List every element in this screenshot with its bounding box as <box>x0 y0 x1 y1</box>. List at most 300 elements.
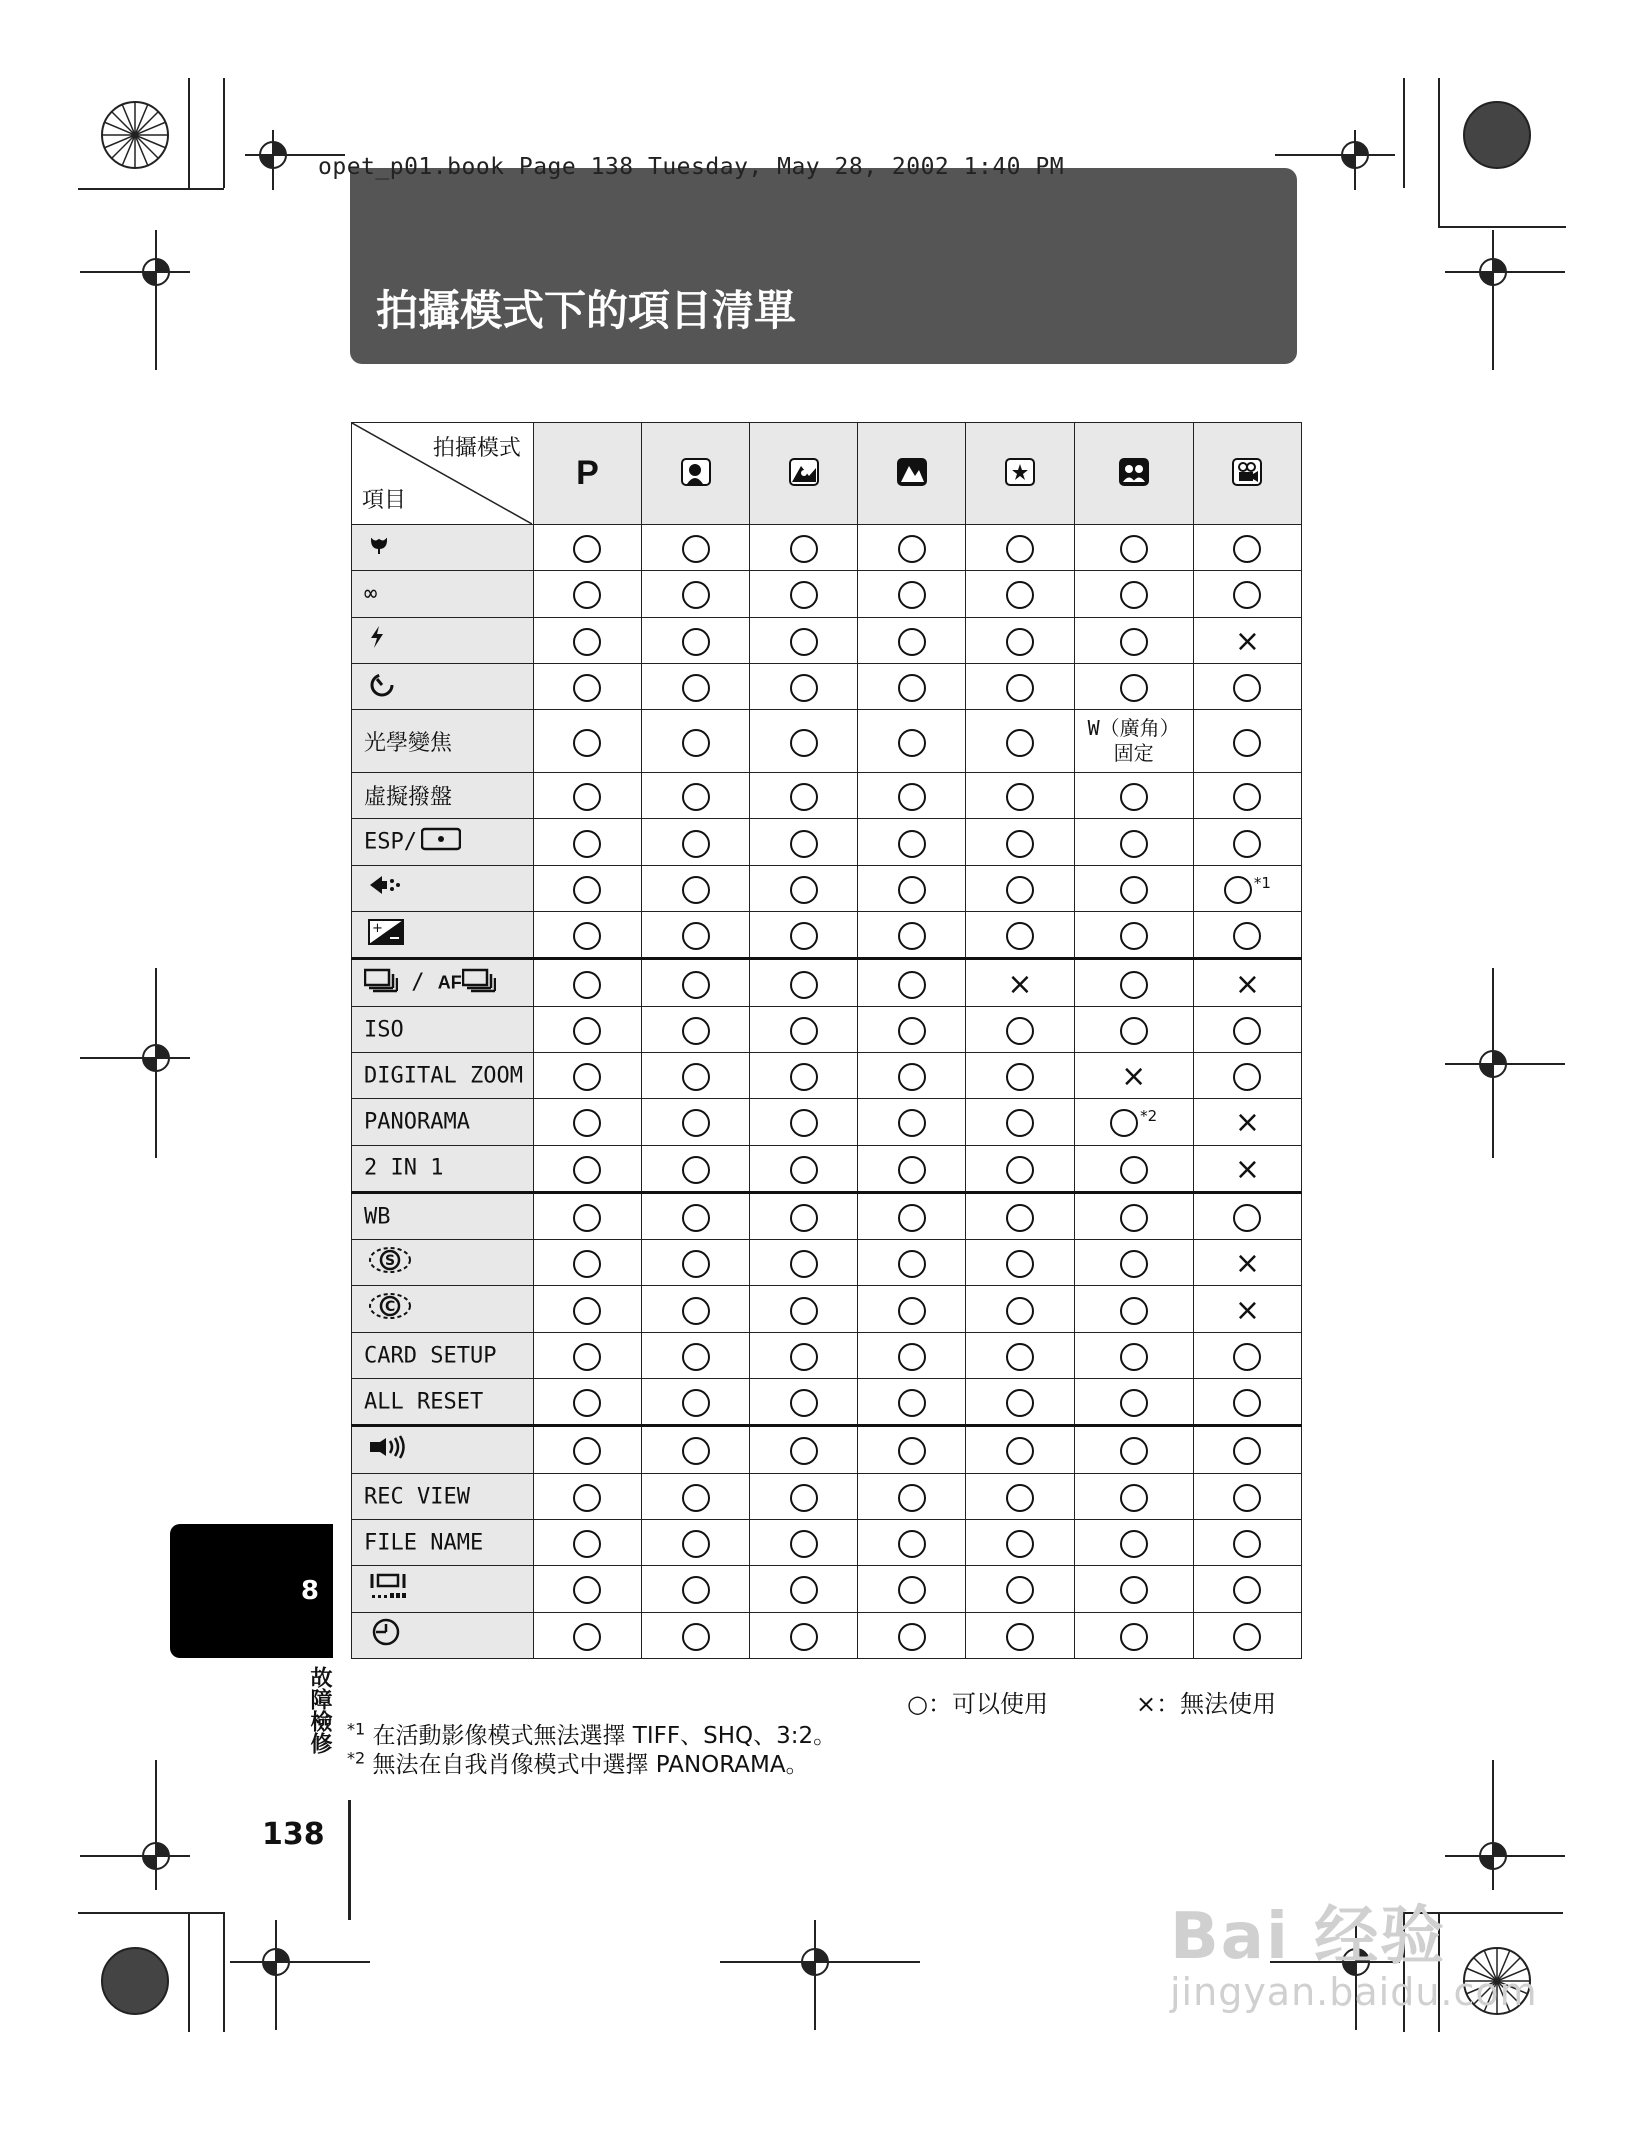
mark-available <box>682 581 710 609</box>
table-cell <box>1193 865 1301 911</box>
table-cell <box>533 1566 641 1612</box>
row-label-text: 光學變焦 <box>364 730 453 756</box>
mark-available <box>682 1623 710 1651</box>
mark-available <box>573 1623 601 1651</box>
footnote-ref: *1 <box>1253 873 1271 892</box>
table-cell <box>533 1145 641 1192</box>
table-cell <box>750 1099 858 1145</box>
crop-line <box>188 1912 190 2032</box>
mark-available <box>1006 1576 1034 1604</box>
table-cell <box>858 1052 966 1098</box>
title-bar <box>350 168 1297 364</box>
table-cell <box>642 959 750 1006</box>
starburst-target-icon <box>100 1946 170 2016</box>
table-cell <box>966 1426 1074 1473</box>
table-cell <box>1193 1099 1301 1145</box>
mark-available <box>573 1437 601 1465</box>
table-cell <box>642 1145 750 1192</box>
table-cell <box>642 1006 750 1052</box>
table-cell <box>750 1519 858 1565</box>
table-cell <box>858 1473 966 1519</box>
registration-crosshair <box>1445 968 1565 1158</box>
mark-available <box>682 1063 710 1091</box>
mark-available <box>573 674 601 702</box>
mark-available <box>898 1343 926 1371</box>
row-label-text: DIGITAL ZOOM <box>364 1063 523 1089</box>
mark-available <box>1233 783 1261 811</box>
row-label-text: PANORAMA <box>364 1109 470 1135</box>
mark-available <box>573 1389 601 1417</box>
mark-available <box>898 1250 926 1278</box>
mark-available <box>682 1109 710 1137</box>
table-cell <box>1193 1006 1301 1052</box>
mark-available <box>790 1297 818 1325</box>
table-cell <box>966 1519 1074 1565</box>
mark-available <box>682 1017 710 1045</box>
table-body <box>352 525 1302 1659</box>
table-cell <box>858 1612 966 1658</box>
table-cell <box>533 1099 641 1145</box>
mark-available <box>1233 729 1261 757</box>
mark-available <box>682 830 710 858</box>
mark-available <box>1006 1017 1034 1045</box>
row-label-text: 虛擬撥盤 <box>364 785 453 811</box>
row-label <box>352 773 534 819</box>
table-cell <box>1074 710 1193 773</box>
mark-available <box>1233 1623 1261 1651</box>
mark-available <box>790 729 818 757</box>
svg-text:S: S <box>385 1252 396 1269</box>
mark-available <box>790 1156 818 1184</box>
table-cell <box>750 1473 858 1519</box>
table-cell <box>642 1099 750 1145</box>
mark-available <box>1120 1389 1148 1417</box>
table-row <box>352 1612 1302 1658</box>
mark-available <box>898 1576 926 1604</box>
mark-available <box>1006 674 1034 702</box>
mark-available <box>682 1484 710 1512</box>
table-cell <box>1074 1192 1193 1239</box>
table-cell <box>966 1286 1074 1332</box>
table-cell <box>750 959 858 1006</box>
table-cell <box>533 617 641 663</box>
table-cell <box>966 1006 1074 1052</box>
mark-available <box>682 1530 710 1558</box>
table-row <box>352 663 1302 709</box>
mark-available <box>1120 922 1148 950</box>
macro-icon <box>368 537 390 562</box>
mark-available <box>898 535 926 563</box>
table-cell <box>533 1332 641 1378</box>
table-cell <box>858 1566 966 1612</box>
table-cell <box>1193 959 1301 1006</box>
mark-available <box>898 581 926 609</box>
table-cell <box>642 865 750 911</box>
crop-line <box>223 1912 225 2032</box>
mark-available <box>898 1437 926 1465</box>
table-cell <box>1074 1145 1193 1192</box>
table-cell <box>1074 1473 1193 1519</box>
table-cell <box>1074 1006 1193 1052</box>
table-cell <box>1074 1286 1193 1332</box>
table-row <box>352 571 1302 617</box>
mark-available <box>1006 1437 1034 1465</box>
mark-unavailable: × <box>1121 1059 1147 1095</box>
mark-available <box>1006 1297 1034 1325</box>
mark-available <box>1224 876 1252 904</box>
crop-line <box>1403 78 1405 188</box>
mark-available <box>1006 922 1034 950</box>
mark-available <box>1233 1063 1261 1091</box>
table-cell <box>642 525 750 571</box>
row-label <box>352 1426 534 1473</box>
table-cell <box>750 1286 858 1332</box>
table-cell <box>1074 865 1193 911</box>
table-cell <box>1074 1519 1193 1565</box>
self-timer-icon <box>368 679 396 704</box>
row-label <box>352 710 534 773</box>
table-cell <box>750 912 858 959</box>
mark-available <box>790 971 818 999</box>
mark-available <box>573 922 601 950</box>
page-title: 拍攝模式下的項目清單 <box>376 286 797 335</box>
table-cell <box>750 1006 858 1052</box>
table-cell <box>642 617 750 663</box>
table-cell <box>966 1240 1074 1286</box>
table-cell <box>1193 1379 1301 1426</box>
mark-available <box>898 971 926 999</box>
row-label <box>352 1240 534 1286</box>
table-cell <box>966 525 1074 571</box>
mark-available <box>1120 535 1148 563</box>
table-cell <box>1193 571 1301 617</box>
table-cell <box>750 710 858 773</box>
mark-available <box>898 922 926 950</box>
mark-available <box>1006 1204 1034 1232</box>
table-cell <box>533 525 641 571</box>
row-label <box>352 1286 534 1332</box>
mark-note: W（廣角） 固定 <box>1087 715 1180 765</box>
mark-available <box>682 1156 710 1184</box>
table-cell <box>858 1426 966 1473</box>
row-label-text: ALL RESET <box>364 1389 484 1415</box>
table-cell <box>533 1473 641 1519</box>
beep-icon <box>368 1440 408 1465</box>
table-row <box>352 1240 1302 1286</box>
table-row <box>352 1192 1302 1239</box>
row-label-text: / <box>411 970 425 996</box>
mark-available <box>682 1204 710 1232</box>
mark-available <box>682 535 710 563</box>
table-cell <box>533 959 641 1006</box>
table-cell <box>1074 663 1193 709</box>
mark-available <box>1233 922 1261 950</box>
mark-available <box>682 1343 710 1371</box>
mark-available <box>1233 1437 1261 1465</box>
registration-crosshair <box>720 1920 920 2030</box>
table-cell <box>533 819 641 865</box>
spot-metering-icon <box>421 832 461 857</box>
table-row <box>352 617 1302 663</box>
sequential-shooting-icon <box>364 974 398 999</box>
row-label <box>352 1332 534 1378</box>
table-cell <box>750 1192 858 1239</box>
mark-available <box>1233 1530 1261 1558</box>
table-cell <box>642 571 750 617</box>
table-cell <box>750 617 858 663</box>
mark-available <box>573 1484 601 1512</box>
mark-available <box>682 1576 710 1604</box>
mark-available <box>898 1484 926 1512</box>
table-row <box>352 1052 1302 1098</box>
table-cell <box>750 1332 858 1378</box>
table-row <box>352 912 1302 959</box>
table-cell <box>642 773 750 819</box>
mark-available <box>1120 1343 1148 1371</box>
mark-available <box>790 628 818 656</box>
table-cell <box>966 1052 1074 1098</box>
portrait-mode-icon <box>681 458 711 486</box>
mode-header-landscape-portrait <box>750 423 858 525</box>
mark-available <box>1120 1530 1148 1558</box>
mark-available <box>790 830 818 858</box>
mark-unavailable: × <box>1234 1246 1260 1282</box>
table-cell <box>966 1473 1074 1519</box>
table-cell <box>1074 1052 1193 1098</box>
mark-available <box>573 1297 601 1325</box>
corner-label-mode: 拍攝模式 <box>432 436 521 461</box>
row-label <box>352 1379 534 1426</box>
page-number: 138 <box>262 1817 325 1852</box>
table-cell <box>966 959 1074 1006</box>
table-cell <box>533 710 641 773</box>
flash-icon <box>368 630 386 655</box>
mark-unavailable: × <box>1234 1292 1260 1328</box>
table-cell <box>533 1286 641 1332</box>
mark-available <box>682 876 710 904</box>
landscape-mode-icon <box>897 458 927 486</box>
table-cell <box>642 1426 750 1473</box>
mark-available <box>1120 628 1148 656</box>
table-cell <box>1193 1145 1301 1192</box>
table-cell <box>858 1379 966 1426</box>
baidu-watermark-url: jingyan.baidu.com <box>1170 1970 1538 2014</box>
svg-text:+: + <box>372 920 383 936</box>
mark-available <box>790 1484 818 1512</box>
mark-available <box>1006 581 1034 609</box>
mark-available <box>898 1623 926 1651</box>
mark-available <box>1120 971 1148 999</box>
table-cell <box>1193 710 1301 773</box>
mark-available <box>790 1389 818 1417</box>
mark-available <box>682 674 710 702</box>
mark-available <box>1233 1343 1261 1371</box>
table-cell <box>966 912 1074 959</box>
mark-available <box>790 674 818 702</box>
table-cell <box>533 1006 641 1052</box>
table-cell <box>1193 1612 1301 1658</box>
row-label-text: FILE NAME <box>364 1530 484 1556</box>
mark-available <box>1006 1156 1034 1184</box>
mark-available <box>1120 1297 1148 1325</box>
table-cell <box>1074 773 1193 819</box>
landscape-portrait-mode-icon <box>789 458 819 486</box>
exposure-compensation-icon <box>368 920 404 951</box>
mark-available <box>898 783 926 811</box>
table-cell <box>858 819 966 865</box>
row-label <box>352 1612 534 1658</box>
table-cell <box>642 1286 750 1332</box>
table-cell <box>533 865 641 911</box>
table-row <box>352 1473 1302 1519</box>
mark-available <box>682 1297 710 1325</box>
mark-available <box>1006 1623 1034 1651</box>
image-quality-icon <box>368 878 404 903</box>
row-label-text: WB <box>364 1204 391 1230</box>
table-cell <box>1193 1052 1301 1098</box>
table-row <box>352 1426 1302 1473</box>
table-cell <box>1193 773 1301 819</box>
table-cell <box>1074 1240 1193 1286</box>
baidu-watermark: Bai 经验 <box>1170 1900 1447 1974</box>
mark-unavailable: × <box>1234 1151 1260 1187</box>
crop-line <box>78 1912 224 1914</box>
table-cell <box>1074 1426 1193 1473</box>
mark-unavailable: × <box>1234 623 1260 659</box>
table-cell <box>966 710 1074 773</box>
mark-available <box>1233 1204 1261 1232</box>
mark-available <box>1006 1484 1034 1512</box>
table-cell <box>642 1332 750 1378</box>
crop-line <box>1438 226 1566 228</box>
mark-available <box>1233 674 1261 702</box>
table-cell <box>533 912 641 959</box>
table-corner-header <box>352 423 534 525</box>
table-cell <box>533 773 641 819</box>
table-cell <box>858 959 966 1006</box>
table-cell <box>533 1426 641 1473</box>
chapter-label: 故障檢修 <box>307 1666 332 1754</box>
table-cell <box>750 865 858 911</box>
mark-unavailable: × <box>1234 1105 1260 1141</box>
footnote-ref: *2 <box>1140 1107 1158 1126</box>
mark-available <box>898 1204 926 1232</box>
mark-available <box>898 1063 926 1091</box>
table-cell <box>1193 1566 1301 1612</box>
mark-available <box>573 971 601 999</box>
mode-header-program <box>533 423 641 525</box>
mark-available <box>1233 1017 1261 1045</box>
mark-available <box>1006 1109 1034 1137</box>
table-cell <box>966 1566 1074 1612</box>
mark-available <box>1120 1250 1148 1278</box>
night-scene-mode-icon <box>1005 458 1035 486</box>
mark-available <box>1233 1484 1261 1512</box>
table-cell <box>1074 1099 1193 1145</box>
table-cell <box>858 1192 966 1239</box>
mark-available <box>1233 830 1261 858</box>
registration-crosshair <box>80 1760 190 1890</box>
mark-available <box>1006 830 1034 858</box>
mark-available <box>790 1063 818 1091</box>
table-row <box>352 525 1302 571</box>
mark-available <box>1006 1343 1034 1371</box>
table-cell <box>1074 819 1193 865</box>
table-row <box>352 773 1302 819</box>
legend-can-use: ○：可以使用 <box>907 1690 1048 1718</box>
table-row <box>352 1286 1302 1332</box>
mark-available <box>790 1623 818 1651</box>
table-cell <box>966 1099 1074 1145</box>
mark-available <box>898 830 926 858</box>
table-cell <box>966 663 1074 709</box>
mark-available <box>898 729 926 757</box>
table-cell <box>750 1426 858 1473</box>
mark-available <box>1120 1017 1148 1045</box>
mark-available <box>573 1576 601 1604</box>
table-cell <box>750 663 858 709</box>
table-cell <box>858 865 966 911</box>
mark-available <box>1006 783 1034 811</box>
row-label-text: ∞ <box>364 581 378 607</box>
mark-available <box>1233 535 1261 563</box>
mark-available <box>790 783 818 811</box>
table-cell <box>858 1240 966 1286</box>
mark-available <box>573 1063 601 1091</box>
mark-available <box>573 535 601 563</box>
mark-available <box>790 1530 818 1558</box>
row-label-text: CARD SETUP <box>364 1343 497 1369</box>
table-row <box>352 959 1302 1006</box>
mode-header-landscape <box>858 423 966 525</box>
mode-header-movie <box>1193 423 1301 525</box>
table-cell <box>750 1145 858 1192</box>
mark-available <box>573 1530 601 1558</box>
mark-available <box>1006 1063 1034 1091</box>
crop-line <box>1438 78 1440 226</box>
mark-available <box>682 971 710 999</box>
table-cell <box>750 1052 858 1098</box>
mark-available <box>1006 628 1034 656</box>
table-cell <box>1193 819 1301 865</box>
mark-available <box>682 922 710 950</box>
table-row <box>352 1332 1302 1378</box>
table-cell <box>858 1286 966 1332</box>
clock-icon <box>368 1627 404 1652</box>
crop-line <box>223 78 225 188</box>
mark-available <box>790 581 818 609</box>
table-cell <box>858 1006 966 1052</box>
table-row <box>352 710 1302 773</box>
table-cell <box>1193 1426 1301 1473</box>
table-cell <box>533 1052 641 1098</box>
table-cell <box>1193 1192 1301 1239</box>
table-cell <box>858 1519 966 1565</box>
row-label <box>352 959 534 1006</box>
mark-available <box>790 1437 818 1465</box>
mark-available <box>1120 1204 1148 1232</box>
table-cell <box>1193 1519 1301 1565</box>
contrast-icon <box>368 1299 412 1327</box>
mark-available <box>1006 729 1034 757</box>
table-cell <box>750 1379 858 1426</box>
legend-cannot-use: ×：無法使用 <box>1136 1690 1277 1718</box>
footnote-mark: *2 <box>347 1748 366 1768</box>
program-mode-label: P <box>576 454 599 492</box>
table-cell <box>1193 1240 1301 1286</box>
table-cell <box>858 912 966 959</box>
table-cell <box>750 525 858 571</box>
